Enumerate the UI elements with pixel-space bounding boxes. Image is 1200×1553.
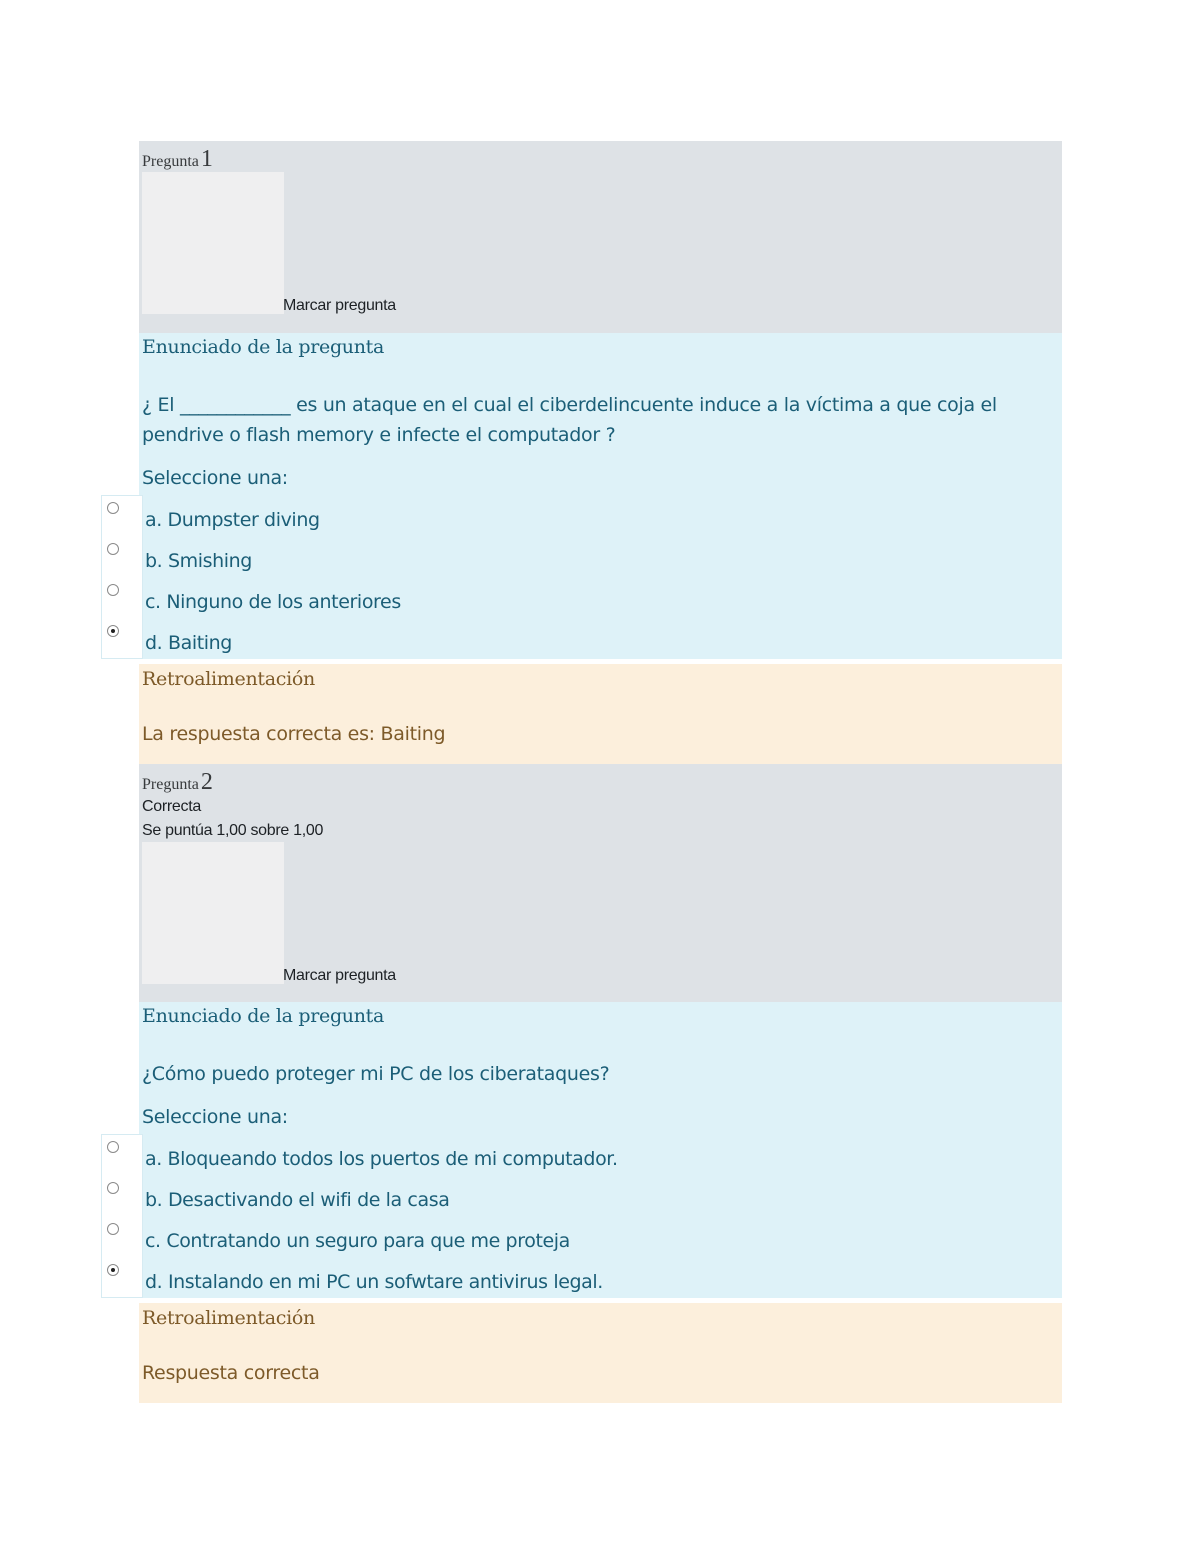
question-2-grade: Se puntúa 1,00 sobre 1,00 (142, 822, 324, 839)
radio-icon[interactable] (107, 584, 119, 596)
question-1-option-b[interactable]: b. Smishing (145, 550, 252, 576)
question-1-label: Pregunta1 (142, 146, 213, 172)
question-2-text: ¿Cómo puedo proteger mi PC de los ciberataques? (142, 1063, 610, 1085)
question-1-feedback (139, 664, 1062, 764)
question-2-feedback-heading: Retroalimentación (142, 1307, 315, 1329)
question-1-feedback-heading: Retroalimentación (142, 668, 315, 690)
question-1-text: ¿ El ____________ es un ataque en el cual el ciberdelincuente induce a la víctima a que coja el pendrive o flash memory e infecte el computador ? (142, 394, 997, 446)
question-2-flag-icon[interactable] (142, 842, 284, 984)
question-1-option-d[interactable]: d. Baiting (145, 632, 232, 658)
question-2-option-b[interactable]: b. Desactivando el wifi de la casa (145, 1189, 449, 1215)
question-1-flag-icon[interactable] (142, 172, 284, 314)
question-2-feedback-text: Respuesta correcta (142, 1362, 320, 1384)
question-1-info (139, 141, 1062, 333)
question-2-option-c[interactable]: c. Contratando un seguro para que me proteja (145, 1230, 570, 1256)
question-1-flag-link[interactable]: Marcar pregunta (283, 297, 396, 314)
question-2-statement-heading: Enunciado de la pregunta (142, 1005, 385, 1027)
question-1-number: 1 (200, 146, 213, 172)
question-2-content (139, 1002, 1062, 1298)
question-2-prompt: Seleccione una: (142, 1106, 288, 1128)
question-2-number: 2 (200, 769, 213, 795)
question-1-statement-heading: Enunciado de la pregunta (142, 336, 385, 358)
question-1-content (139, 333, 1062, 659)
question-2-flag-link[interactable]: Marcar pregunta (283, 967, 396, 984)
radio-icon[interactable] (107, 1182, 119, 1194)
radio-icon[interactable] (107, 1223, 119, 1235)
question-2-info (139, 764, 1062, 1002)
question-2-state: Correcta (142, 798, 201, 815)
radio-icon[interactable] (107, 502, 119, 514)
radio-icon[interactable] (107, 543, 119, 555)
radio-checked-icon[interactable] (107, 625, 119, 637)
question-2-option-d[interactable]: d. Instalando en mi PC un sofwtare antivirus legal. (145, 1271, 603, 1297)
question-1-option-c[interactable]: c. Ninguno de los anteriores (145, 591, 401, 617)
quiz-review (139, 141, 1062, 1403)
question-1-prompt: Seleccione una: (142, 467, 288, 489)
question-2-option-a[interactable]: a. Bloqueando todos los puertos de mi computador. (145, 1148, 618, 1174)
radio-checked-icon[interactable] (107, 1264, 119, 1276)
radio-icon[interactable] (107, 1141, 119, 1153)
question-1-feedback-text: La respuesta correcta es: Baiting (142, 723, 446, 745)
question-2-label: Pregunta2 (142, 769, 213, 795)
question-2-feedback (139, 1303, 1062, 1403)
question-1-option-a[interactable]: a. Dumpster diving (145, 509, 320, 535)
